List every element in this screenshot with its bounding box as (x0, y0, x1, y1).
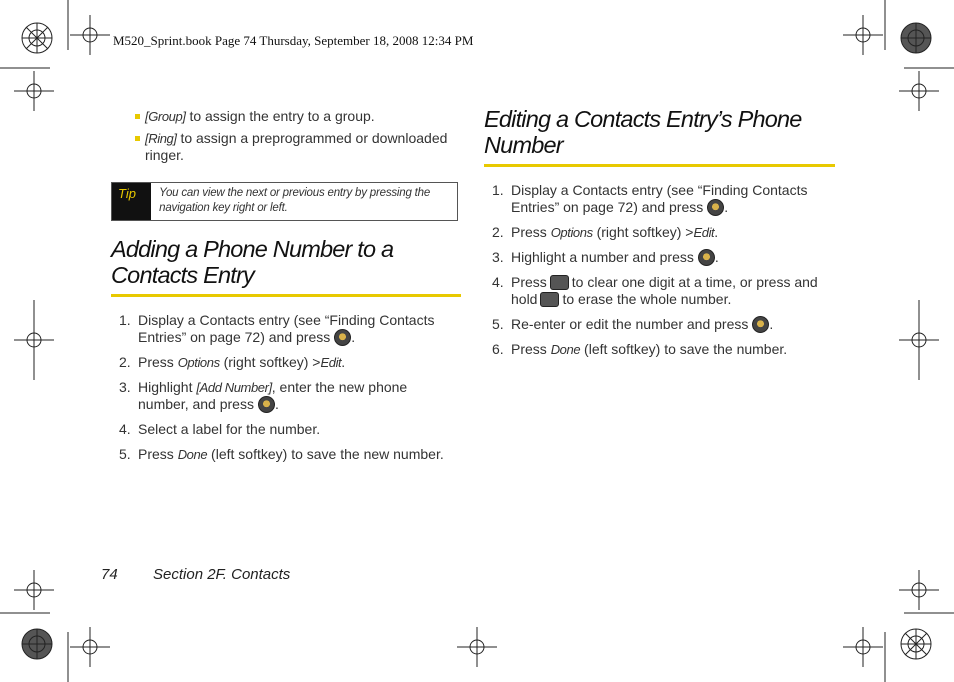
step-item: 6. Press Done (left softkey) to save the number. (492, 341, 788, 357)
step-item: 4. Press to clear one digit at a time, or press and hold to erase the whole number. (492, 274, 818, 307)
tip-label: Tip (112, 183, 151, 220)
page-number: 74 (101, 566, 118, 583)
step-item: 2. Press Options (right softkey) >Edit. (492, 224, 719, 240)
back-key-icon (550, 275, 569, 290)
step-item: 2. Press Options (right softkey) >Edit. (119, 354, 346, 370)
crosshair-mark-top-left-inner (70, 15, 110, 55)
adding-steps (111, 312, 461, 463)
menu-ok-key-icon (258, 396, 275, 413)
left-bullet-list (135, 108, 455, 169)
menu-ok-key-icon (752, 316, 769, 333)
sunburst-mark-top-right (901, 23, 931, 53)
right-section (484, 106, 835, 366)
step-item: 3. Highlight a number and press . (492, 249, 719, 265)
heading-editing-phone-number: Editing a Contacts Entry’s Phone Number (484, 106, 802, 158)
bullet-group: [Group] to assign the entry to a group. (135, 108, 455, 125)
tip-box (111, 182, 458, 221)
crosshair-mark-bottom-center (457, 627, 497, 667)
back-key-icon (540, 292, 559, 307)
crosshair-mark-bottom-left-inner (70, 627, 110, 667)
editing-steps (484, 182, 835, 358)
menu-ok-key-icon (707, 199, 724, 216)
step-item: 3. Highlight [Add Number], enter the new phone number, and press . (119, 379, 408, 412)
crosshair-mark-right-mid (899, 300, 939, 380)
crosshair-mark-right-bottom (899, 570, 939, 610)
crosshair-mark-right-top (899, 71, 939, 111)
crosshair-mark-left-bottom (14, 570, 54, 610)
step-item: 5. Press Done (left softkey) to save the new number. (119, 446, 444, 462)
crosshair-mark-left-top (14, 71, 54, 111)
step-item: 1. Display a Contacts entry (see “Finding Contacts Entries” on page 72) and press . (492, 182, 808, 215)
crosshair-mark-top-right-inner (843, 15, 883, 55)
crosshair-mark-left-mid (14, 300, 54, 380)
sunburst-mark-top-left (22, 23, 52, 53)
sunburst-mark-bottom-left (22, 629, 52, 659)
heading-rule (484, 164, 835, 167)
menu-ok-key-icon (334, 329, 351, 346)
print-header: M520_Sprint.book Page 74 Thursday, September 18, 2008 12:34 PM (113, 33, 474, 48)
crosshair-mark-bottom-right-inner (843, 627, 883, 667)
bullet-ring: [Ring] to assign a preprogrammed or downloaded ringer. (135, 130, 455, 164)
left-section (111, 236, 461, 471)
step-item: 1. Display a Contacts entry (see “Finding Contacts Entries” on page 72) and press . (119, 312, 435, 345)
section-title: Section 2F. Contacts (153, 566, 291, 583)
sunburst-mark-bottom-right (901, 629, 931, 659)
step-item: 4. Select a label for the number. (119, 421, 321, 437)
menu-ok-key-icon (698, 249, 715, 266)
heading-rule (111, 294, 461, 297)
tip-text: You can view the next or previous entry by pressing the navigation key right or left. (159, 187, 431, 214)
step-item: 5. Re-enter or edit the number and press . (492, 316, 774, 332)
heading-adding-phone-number: Adding a Phone Number to a Contacts Entry (111, 236, 394, 288)
